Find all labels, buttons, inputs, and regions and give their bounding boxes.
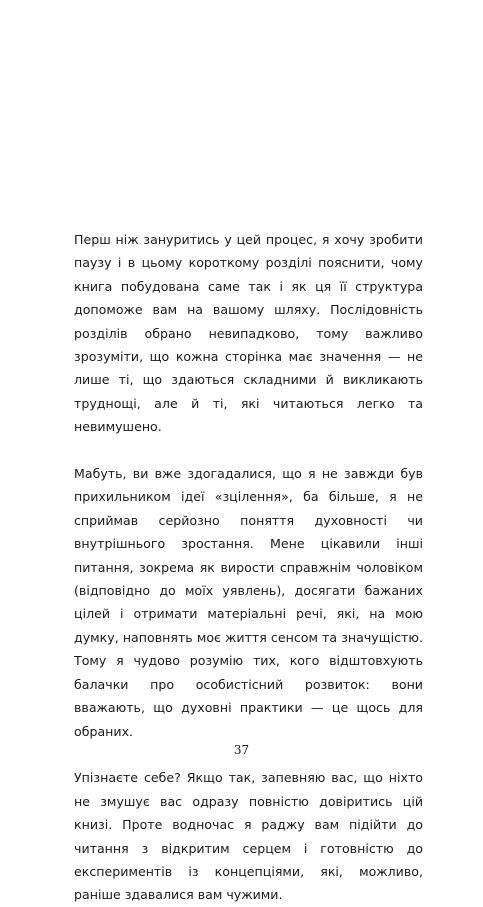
paragraph-2: Мабуть, ви вже здогадалися, що я не завжди був прихильником ідеї «зцілення», ба більше, я не сприймав серйозно поняття духовності чи внутрішнього зростання. Мене цікавили інші питання, зокрема як вирости справжнім чоловіком (відповідно до моїх уявлень), досягати бажаних цілей і отримати матеріальні речі, які, на мою думку, наповнять моє життя сенсом та значущістю. Тому я чудово розумію тих, кого відштовхують балачки про особистісний розвиток: вони вважають, що духовні практики — це щось для обраних. (74, 466, 423, 739)
body-text (74, 228, 423, 907)
paragraph-3: Упізнаєте себе? Якщо так, запевняю вас, що ніхто не змушує вас одразу повністю довіритись цій книзі. Проте водночас я раджу вам підійти до читання з відкритим серцем і готовністю до експериментів із концепціями, які, можливо, раніше здавалися вам чужими. (74, 770, 423, 903)
paragraph-1: Перш ніж зануритись у цей процес, я хочу зробити паузу і в цьому короткому розділі пояснити, чому книга побудована саме так і як ця її структура допоможе вам на вашому шляху. Послідовність розділів обрано невипадково, тому важливо зрозуміти, що кожна сторінка має значення — не лише ті, що здаються складними й викликають труднощі, але й ті, які читаються легко та невимушено. (74, 232, 423, 435)
page-number: 37 (233, 743, 250, 757)
